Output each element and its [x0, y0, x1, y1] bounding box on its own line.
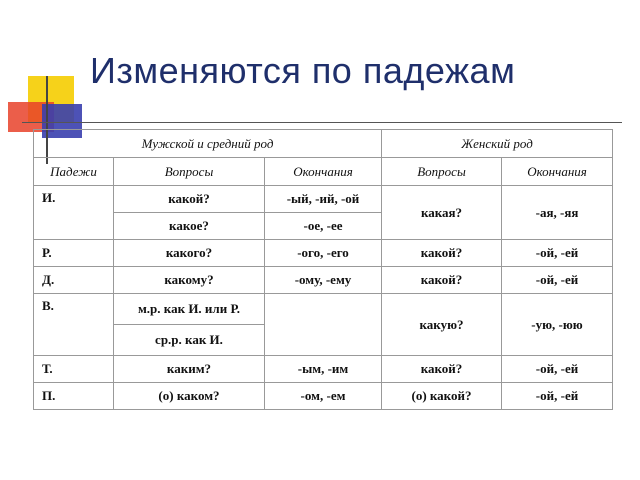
ins-question: каким?	[114, 356, 265, 383]
decor-horizontal-line	[22, 122, 622, 123]
header-questions-masc: Вопросы	[114, 158, 265, 186]
case-instrumental: Т.	[34, 356, 114, 383]
acc-ending-empty	[265, 294, 382, 356]
gen-ending: -ого, -его	[265, 240, 382, 267]
case-prepositional: П.	[34, 383, 114, 410]
ins-question-fem: какой?	[382, 356, 502, 383]
gen-ending-fem: -ой, -ей	[502, 240, 613, 267]
nom-question-neut: какое?	[114, 213, 265, 240]
ins-ending-fem: -ой, -ей	[502, 356, 613, 383]
header-questions-fem: Вопросы	[382, 158, 502, 186]
header-endings-fem: Окончания	[502, 158, 613, 186]
case-dative: Д.	[34, 267, 114, 294]
dat-question: какому?	[114, 267, 265, 294]
nom-question-fem: какая?	[382, 186, 502, 240]
gen-question: какого?	[114, 240, 265, 267]
nom-ending-masc: -ый, -ий, -ой	[265, 186, 382, 213]
acc-question-masc: м.р. как И. или Р.	[114, 294, 265, 325]
declension-table	[33, 129, 613, 410]
pre-question-fem: (о) какой?	[382, 383, 502, 410]
slide-title: Изменяются по падежам	[90, 50, 516, 91]
pre-question: (о) каком?	[114, 383, 265, 410]
header-group-masc-neut: Мужской и средний род	[34, 130, 382, 158]
pre-ending-fem: -ой, -ей	[502, 383, 613, 410]
case-genitive: Р.	[34, 240, 114, 267]
case-nominative: И.	[34, 186, 114, 240]
acc-question-neut: ср.р. как И.	[114, 325, 265, 356]
nom-question-masc: какой?	[114, 186, 265, 213]
gen-question-fem: какой?	[382, 240, 502, 267]
dat-question-fem: какой?	[382, 267, 502, 294]
case-accusative: В.	[34, 294, 114, 356]
acc-question-fem: какую?	[382, 294, 502, 356]
dat-ending-fem: -ой, -ей	[502, 267, 613, 294]
pre-ending: -ом, -ем	[265, 383, 382, 410]
nom-ending-fem: -ая, -яя	[502, 186, 613, 240]
nom-ending-neut: -ое, -ее	[265, 213, 382, 240]
ins-ending: -ым, -им	[265, 356, 382, 383]
acc-ending-fem: -ую, -юю	[502, 294, 613, 356]
header-case: Падежи	[34, 158, 114, 186]
dat-ending: -ому, -ему	[265, 267, 382, 294]
header-endings-masc: Окончания	[265, 158, 382, 186]
header-group-fem: Женский род	[382, 130, 613, 158]
